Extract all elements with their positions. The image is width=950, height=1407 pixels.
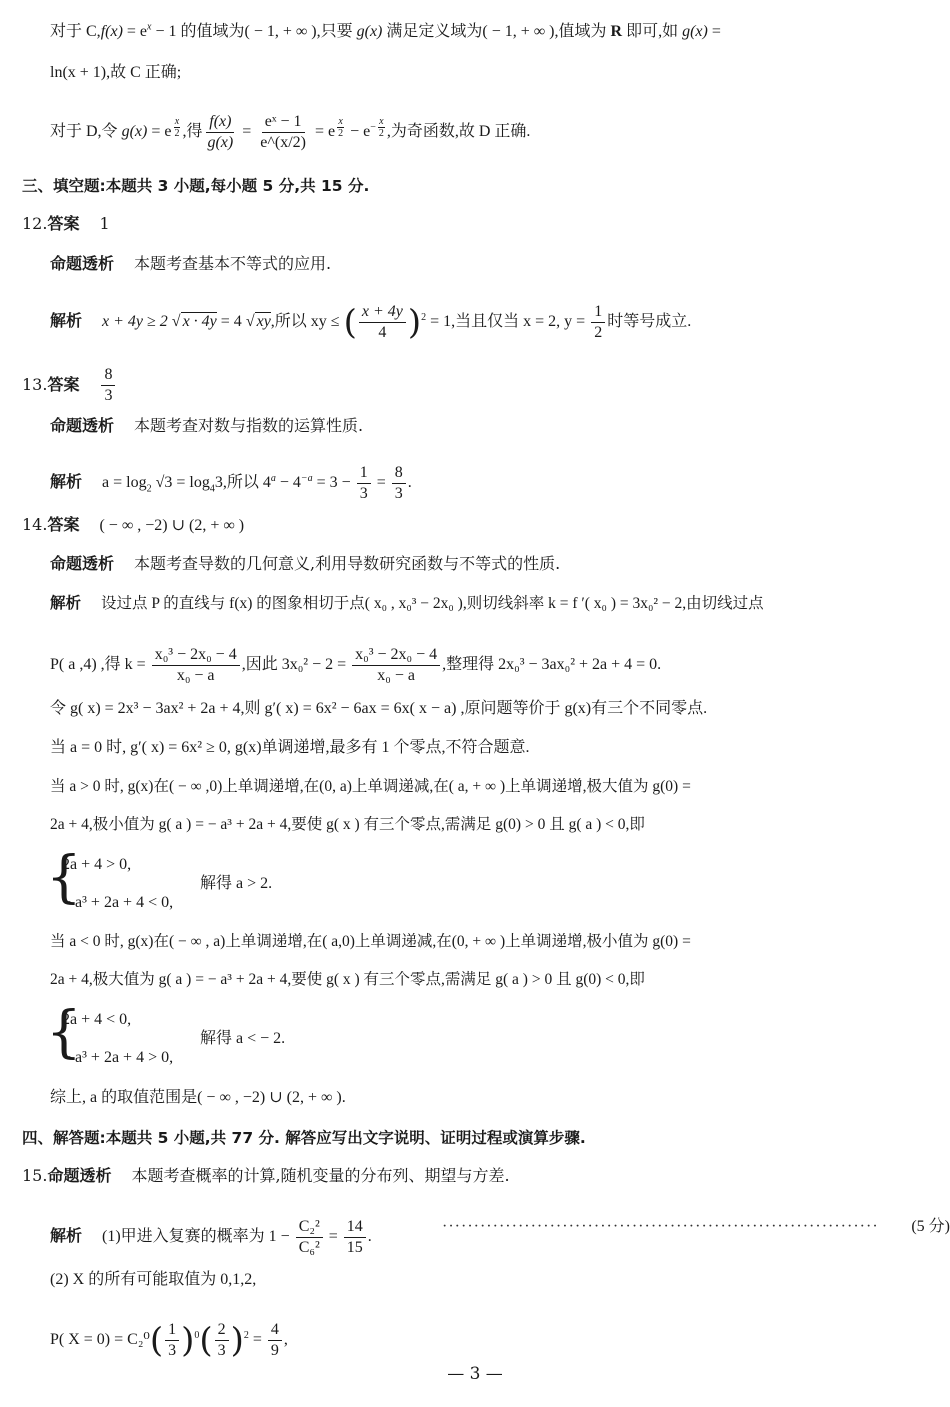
q13-analysis [50,416,363,436]
fraction [359,302,406,343]
math-gx: g(x) [121,123,148,141]
math-gx: g(x) [356,23,383,40]
numerator: 1 [357,463,371,484]
text: = [324,1228,342,1246]
exponent: −a [300,472,313,484]
analysis-label: 命题透析 [50,416,115,435]
text: 设过点 P 的直线与 f(x) 的图象相切于点( x₀ , x₀³ − 2x₀ ),则切线斜率 k = f ′( x₀ ) = 3x₀² − 2,由切线过点 [101,595,764,612]
fraction [344,1217,366,1258]
text: = e [310,123,336,141]
answer-value: ( − ∞ , −2) ∪ (2, + ∞ ) [99,517,245,534]
numerator: 1 [591,302,605,323]
analysis-label: 命题透析 [50,254,115,273]
system2-row1: 2a + 4 < 0, [62,1011,132,1028]
analysis-text: 本题考查对数与指数的运算性质. [134,416,364,435]
text: . [407,474,412,492]
system1-row1: 2a + 4 > 0, [62,856,132,873]
q14-solution-line-3: 令 g( x) = 2x³ − 3ax² + 2a + 4,则 g′( x) = 6x² − 6ax = 6x( x − a) ,原问题等价于 g(x)有三个不同零点. [50,700,708,717]
text: = 1,当且仅当 x = 2, y = [426,313,590,331]
numerator: eˣ − 1 [262,112,305,133]
text: 对于 D,令 [50,123,122,141]
denominator: 2 [174,128,180,140]
page-number: — 3 — [447,1364,503,1384]
denominator: C₆² [298,1239,320,1256]
text: (1)甲进入复赛的概率为 1 − [102,1228,294,1246]
fraction [268,1320,282,1361]
analysis-text: 本题考查导数的几何意义,利用导数研究函数与不等式的性质. [134,554,561,573]
numerator: 1 [165,1320,179,1341]
fraction [215,1320,229,1361]
question-number: 12. [22,214,48,233]
option-c-line-1 [50,22,721,42]
analysis-label: 命题透析 [47,1166,112,1185]
text: ,整理得 2x₀³ − 3ax₀² + 2a + 4 = 0. [442,656,662,674]
denominator: 3 [217,1342,226,1359]
numerator: f(x) [206,112,234,133]
question-number: 13. [22,375,48,394]
analysis-label: 命题透析 [50,554,115,573]
numerator: x₀³ − 2x₀ − 4 [352,645,440,666]
option-d-line: 对于 D,令 g(x) = e $^{\frac{x}{2}}$ ,得 $\frac{f(x)}{g(x)}$ = $\frac{\text{eˣ − 1}}{e\^{}(x/2)}$ = e $^{\frac{x}{2}}$ − $e^{- \frac{x}{2}}$ ,为奇函数,故 D 正确. [50,113,531,151]
q14-solution-line-1 [50,593,764,614]
text: , [283,1331,288,1349]
solution-label: 解析 [50,311,83,331]
math-fx: f(x) [100,23,123,40]
fraction [591,302,605,343]
denominator: 9 [270,1342,279,1359]
numerator: x₀³ − 2x₀ − 4 [152,645,240,666]
system2-row2: − a³ + 2a + 4 > 0, [62,1049,174,1066]
numerator: 14 [344,1217,366,1238]
denominator: 4 [378,324,387,341]
q12-solution: 解析 x + 4y ≥ 2 √ x · 4y = 4 √ xy,所以 xy ≤ ( $\frac{x + 4y}{4}$ )$^2$ = 1,当且仅当 x = 2, y = $\frac{1}{2}$ 时等号成立. [50,302,692,343]
q14-solution-line-7: 当 a < 0 时, g(x)在( − ∞ , a)上单调递增,在( a,0)上单调递减,在(0, + ∞ )上单调递增,极小值为 g(0) = [50,933,691,950]
fraction [337,116,344,139]
numerator: 8 [101,365,115,386]
numerator: x [379,116,384,128]
text: = e [122,23,148,40]
q15-part2-line2: P( X = 0) = C₂⁰( $\frac{1}{3}$ )$^0$( $\frac{2}{3}$ )$^2$ = $\frac{4}{9}$ , [50,1320,288,1361]
system-brace-icon: { [46,845,82,910]
fraction [392,463,406,504]
solution-label: 解析 [50,594,82,612]
math-sup: x [147,21,152,33]
fraction [257,112,309,153]
q14-solution-line-4: 当 a = 0 时, g′( x) = 6x² ≥ 0, g(x)单调递增,最多有 1 个零点,不符合题意. [50,739,530,756]
sqrt-content: xy [256,313,271,331]
math-R: R [610,23,623,40]
text: 时等号成立. [607,313,692,331]
section-4-heading: 四、解答题:本题共 5 小题,共 77 分. 解答应写出文字说明、证明过程或演算步骤. [22,1129,586,1147]
denominator: 2 [594,324,603,341]
answer-label: 答案 [47,375,80,394]
text: − e [346,123,371,141]
text: = 3 − [312,474,355,492]
text: = 4 [216,313,246,331]
numerator: x [174,116,180,128]
fraction [204,112,236,153]
system2-result: 解得 a < − 2. [200,1030,286,1047]
denominator: x₀ − a [377,667,415,684]
q13-answer [22,365,117,406]
denominator: e^(x/2) [260,134,306,151]
exponent: a [270,472,276,484]
q13-solution [50,463,412,504]
q14-solution-line-6: 2a + 4,极小值为 g( a ) = − a³ + 2a + 4,要使 g( x ) 有三个零点,需满足 g(0) > 0 且 g( a ) < 0,即 [50,816,645,833]
q14-solution-line-2 [50,645,661,686]
fraction [357,463,371,504]
analysis-text: 本题考查基本不等式的应用. [134,254,332,273]
text: = [372,474,390,492]
denominator: 3 [104,387,113,404]
subscript: 4 [209,483,215,495]
text: P( a ,4) ,得 k = [50,656,150,674]
answer-label: 答案 [47,515,80,534]
numerator: x [338,116,343,128]
numerator: 4 [268,1320,282,1341]
fraction [165,1320,179,1361]
q14-analysis [50,554,560,574]
solution-label: 解析 [50,1226,83,1246]
denominator: 2 [378,128,384,140]
text: = e [147,123,172,141]
math-gx: g(x) [682,23,708,40]
denominator: 3 [359,485,368,502]
fraction [352,645,440,686]
exponent: 2 [421,311,427,323]
fraction [378,116,385,139]
numerator: C₂² [296,1217,323,1238]
denominator: 2 [338,128,344,140]
exponent: 0 [194,1329,200,1341]
exponent: 2 [243,1329,249,1341]
leader-dots: ····································································· [442,1218,879,1235]
answer-label: 答案 [47,214,80,233]
text: = [248,1331,266,1349]
answer-fraction [101,365,115,406]
analysis-text: 本题考查概率的计算,随机变量的分布列、期望与方差. [131,1166,510,1185]
section-3-heading: 三、填空题:本题共 3 小题,每小题 5 分,共 15 分. [22,177,370,195]
system1-result: 解得 a > 2. [200,875,273,892]
text: ,得 [182,123,203,141]
text: ,所以 xy ≤ [270,313,344,331]
q14-solution-line-5: 当 a > 0 时, g(x)在( − ∞ ,0)上单调递增,在(0, a)上单调递减,在( a, + ∞ )上单调递增,极大值为 g(0) = [50,778,691,795]
denominator: 15 [346,1239,363,1256]
question-number: 14. [22,515,48,534]
denominator: 3 [394,485,403,502]
text: P( X = 0) = C₂⁰ [50,1331,150,1349]
text: ,因此 3x₀² − 2 = [241,656,351,674]
q14-solution-line-8: 2a + 4,极大值为 g( a ) = − a³ + 2a + 4,要使 g( x ) 有三个零点,需满足 g( a ) > 0 且 g(0) < 0,即 [50,971,645,988]
text: . [367,1228,372,1246]
system1-row2: − a³ + 2a + 4 < 0, [62,894,174,911]
subscript: 2 [146,483,152,495]
text: = [707,23,721,40]
text: ,为奇函数,故 D 正确. [386,123,531,141]
numerator: 8 [392,463,406,484]
numerator: x + 4y [359,302,406,323]
solution-label: 解析 [50,472,83,492]
text: √3 = log [151,474,210,492]
fraction [173,116,180,139]
numerator: 2 [215,1320,229,1341]
text: 3,所以 4 [214,474,271,492]
text: a = log [102,474,147,492]
answer-value: 1 [99,214,110,233]
sqrt-content: x · 4y [182,313,217,331]
option-c-line-2: ln(x + 1),故 C 正确; [50,64,182,81]
denominator: g(x) [207,134,234,151]
denominator: x₀ − a [176,667,215,684]
fraction [296,1217,323,1258]
text: 对于 C, [50,23,101,40]
q15-analysis [22,1166,510,1186]
question-number: 15. [22,1166,48,1185]
q14-answer [22,515,244,536]
score-label: (5 分) [911,1218,950,1235]
q12-analysis [50,254,331,274]
text: − 4 [275,474,301,492]
q15-part2-line1: (2) X 的所有可能取值为 0,1,2, [50,1271,257,1288]
q15-part1 [50,1217,950,1258]
q12-answer [22,214,110,234]
system-brace-icon: { [46,1000,82,1065]
q14-conclusion: 综上, a 的取值范围是( − ∞ , −2) ∪ (2, + ∞ ). [50,1089,346,1106]
text: 满足定义域为( − 1, + ∞ ),值域为 [382,23,611,40]
text: 即可,如 [622,23,683,40]
denominator: 3 [168,1342,177,1359]
text: − 1 的值域为( − 1, + ∞ ),只要 [151,23,357,40]
fraction [152,645,240,686]
text: x + 4y ≥ 2 [102,313,172,331]
